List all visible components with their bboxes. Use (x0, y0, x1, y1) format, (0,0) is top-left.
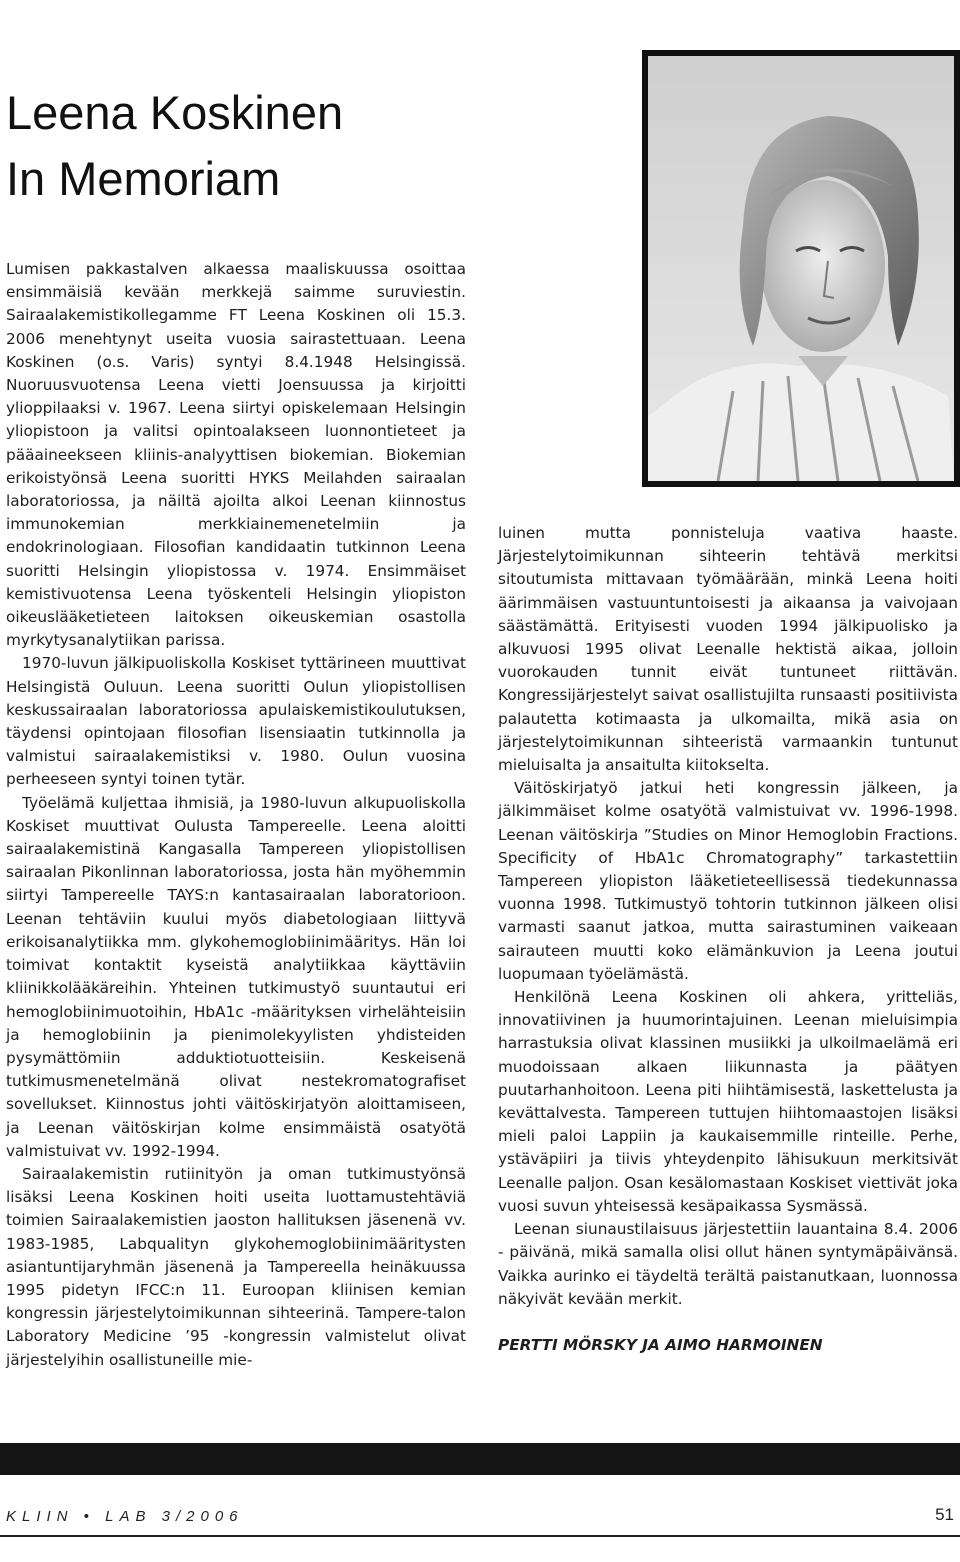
paragraph-personal: Henkilönä Leena Koskinen oli ahkera, yritteliäs, innovatiivinen ja huumorintajuinen. Leenan mieluisimpia harrastuksia olivat klassinen musiikki ja ulkoilmaelämä eri muodoissaan alkaen liikunnasta ja päätyen puutarhanhoitoon. Leena piti hiihtämisestä, laskettelusta ja kevättalvesta. Tampereen tuttujen hiihtomaastojen lisäksi mieli paloi Lappiin ja kaukaisemmille rinteille. Perhe, ystäväpiiri ja tiivis yhteydenpito lähisukuun merkitsivät Leenalle paljon. Osan kesälomastaan Koskiset viettivät joka vuosi suvun yhteisessä kesäpaikassa Sysmässä. (498, 988, 958, 1215)
paragraph-tampere: Työelämä kuljettaa ihmisiä, ja 1980-luvun alkupuoliskolla Koskiset muuttivat Oulusta Tampereelle. Leena aloitti sairaalakemistinä Kangasalla Tampereen yliopistollisen sairaalan Pikonlinnan laboratoriossa, josta hän myöhemmin siirtyi Tampereelle TAYS:n kantasairaalan laboratorioon. Leenan tehtäviin kuului myös diabetologiaan liittyvä erikoisanalytiikka mm. glykohemoglobiinimääritys. Hän loi toimivat kontaktit kyseistä analytiikkaa käyttäviin kliinikkolääkäreihin. Yhteinen tutkimustyö suuntautui eri hemoglobiinimuotoihin, HbA1c -määrityksen virhelähteisiin ja hemoglobiinin ja pienimolekyylisten yhdisteiden pysymättömiin adduktiotuotteisiin. Keskeisenä tutkimusmenetelmänä olivat nestekromatografiset sovellukset. Kiinnostus johti väitöskirjatyön aloittamiseen, ja Leenan väitöskirjan kolme ensimmäistä osatyötä valmistuivat vv. 1992-1994. (6, 793, 466, 1160)
paragraph-funeral: Leenan siunaustilaisuus järjestettiin lauantaina 8.4. 2006 - päivänä, mikä samalla olisi ollut hänen syntymäpäivänsä. Vaikka aurinko ei täydeltä terältä paistanutkaan, luonnossa näkyivät kevään merkit. (498, 1220, 958, 1308)
magazine-issue-label: KLIIN • LAB 3/2006 (6, 1508, 244, 1525)
portrait-image (648, 56, 954, 481)
paragraph-intro: Lumisen pakkastalven alkaessa maaliskuussa osoittaa ensimmäisiä kevään merkkejä saimme suruviestin. Sairaalakemistikollegamme FT Leena Koskinen oli 15.3. 2006 menehtynyt useita vuosia sairastettuaan. Leena Koskinen (o.s. Varis) syntyi 8.4.1948 Helsingissä. Nuoruusvuotensa Leena vietti Joensuussa ja kirjoitti ylioppilaaksi v. 1967. Leena siirtyi opiskelemaan Helsingin yliopistoon ja valitsi opintoalakseen luonnontieteet ja pääaineekseen kliinis-analyyttisen biokemian. Biokemian erikoistyönsä Leena suoritti HYKS Meilahden sairaalan laboratoriossa, ja näiltä ajoilta alkoi Leenan kiinnostus immunokemian merkkiainemenetelmiin ja endokrinologiaan. Filosofian kandidaatin tutkinnon Leena suoritti Helsingin yliopistossa v. 1974. Ensimmäiset kemistivuotensa Leena työskenteli Helsingin yliopiston oikeuslääketieteen laitoksen oikeuskemian osastolla myrkytysanalytiikan parissa. (6, 260, 466, 650)
paragraph-oulu: 1970-luvun jälkipuoliskolla Koskiset tyttärineen muuttivat Helsingistä Ouluun. Leena suoritti Oulun yliopistollisen keskussairaalan laboratoriossa apulaiskemistikoulutuksen, täydensi opintojaan filosofian lisensiaatin tutkinnolla ja valmistui sairaalakemistiksi v. 1980. Oulun vuosina perheeseen syntyi toinen tytär. (6, 654, 466, 789)
title-line-memoriam: In Memoriam (6, 152, 281, 205)
paragraph-trust-roles: Sairaalakemistin rutiinityön ja oman tutkimustyönsä lisäksi Leena Koskinen hoiti useita luottamustehtäviä toimien Sairaalakemistien jaoston hallituksen jäsenenä vv. 1983-1985, Labqualityn glykohemoglobiinimääritysten asiantuntijaryhmän jäsenenä ja Tampereella heinäkuussa 1995 pidetyn IFCC:n 11. Euroopan kliinisen kemian kongressin järjestelytoimikunnan sihteerinä. Tampere-talon Laboratory Medicine ’95 -kongressin valmistelut olivat järjestelyihin osallistuneille mie- (6, 1164, 466, 1369)
title-line-name: Leena Koskinen (6, 86, 344, 139)
article-title (6, 80, 343, 212)
paragraph-congress: luinen mutta ponnisteluja vaativa haaste. Järjestelytoimikunnan sihteerin tehtävä merkitsi sitoutumista mittavaan työmäärään, minkä Leena hoiti äärimmäisen vastuuntuntoisesti ja aikaansa ja vaivojaan säästämättä. Erityisesti vuoden 1994 jälkipuolisko ja alkuvuosi 1995 olivat Leenalle hektistä aikaa, jolloin vuorokauden tunnit eivät tuntuneet riittävän. Kongressijärjestelyt saivat osallistujilta runsaasti positiivista palautetta kotimaasta ja ulkomailta, mikä asia on järjestelytoimikunnan sihteeristä varmaankin tuntunut mieluisalta ja ansaitulta kiitokselta. (498, 524, 958, 775)
paragraph-dissertation: Väitöskirjatyö jatkui heti kongressin jälkeen, ja jälkimmäiset kolme osatyötä valmistuivat vv. 1996-1998. Leenan väitöskirja ”Studies on Minor Hemoglobin Fractions. Specificity of HbA1c Chromatography” tarkastettiin Tampereen yliopiston lääketieteellisessä tiedekunnassa vuonna 1998. Tutkimustyö tohtorin tutkinnon jälkeen olisi varmasti saanut jatkoa, mutta sairastuminen vaikeaan sairauteen muutti koko elämänkuvion ja Leena joutui luopumaan työelämästä. (498, 779, 958, 983)
author-signature: PERTTI MÖRSKY JA AIMO HARMOINEN (498, 1335, 823, 1354)
footer-black-bar (0, 1443, 960, 1475)
page-number: 51 (935, 1505, 954, 1524)
footer-divider (0, 1535, 960, 1537)
portrait-photo (642, 50, 960, 487)
article-body-left-column (6, 258, 466, 1372)
article-body-right-column (498, 522, 958, 1357)
